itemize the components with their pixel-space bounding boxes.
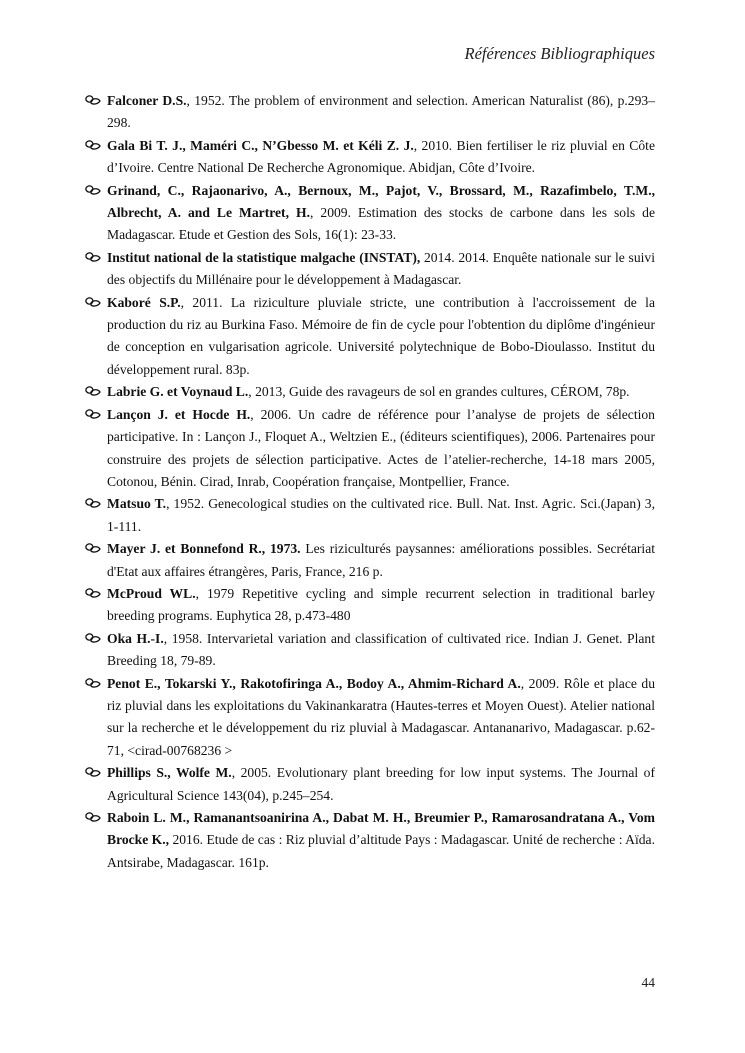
reference-authors: Lançon J. et Hocde H. <box>107 406 251 422</box>
reference-bullet-icon <box>85 812 101 824</box>
reference-entry <box>85 135 655 180</box>
reference-bullet-icon <box>85 95 101 107</box>
reference-entry <box>85 404 655 494</box>
reference-authors: Institut national de la statistique malgache (INSTAT), <box>107 249 421 265</box>
reference-authors: Phillips S., Wolfe M. <box>107 765 232 781</box>
page-header-title: Références Bibliographiques <box>464 44 655 63</box>
reference-entry <box>85 90 655 135</box>
reference-authors: Labrie G. et Voynaud L. <box>107 384 249 400</box>
reference-authors: Grinand, C., Rajaonarivo, A., Bernoux, M., Pajot, V., Brossard, M., Razafimbelo, T.M., Albrecht, A. and Le Martret, H. <box>107 182 655 221</box>
reference-text: , 1952. Genecological studies on the cultivated rice. Bull. Nat. Inst. Agric. Sci.(Japan) 3, 1-111. <box>107 496 655 534</box>
reference-entry <box>85 583 655 628</box>
reference-entry <box>85 292 655 382</box>
reference-authors: Kaboré S.P. <box>107 294 181 310</box>
reference-entry <box>85 673 655 763</box>
reference-entry <box>85 247 655 292</box>
reference-entry <box>85 538 655 583</box>
reference-bullet-icon <box>85 498 101 510</box>
reference-entry <box>85 180 655 247</box>
reference-text: Les riziculturés paysannes: améliorations possibles. Secrétariat d'Etat aux affaires étrangères, Paris, France, 216 p. <box>107 541 656 579</box>
reference-authors: Raboin L. M., Ramanantsoanirina A., Dabat M. H., Breumier P., Ramarosandratana A., Vom Brocke K., <box>107 810 655 848</box>
reference-bullet-icon <box>85 409 101 421</box>
reference-authors: McProud WL. <box>107 585 196 601</box>
reference-authors: Matsuo T. <box>107 496 167 512</box>
reference-entry <box>85 493 655 538</box>
reference-bullet-icon <box>85 633 101 645</box>
reference-bullet-icon <box>85 767 101 779</box>
reference-authors: Oka H.-I. <box>107 630 164 646</box>
reference-entry <box>85 807 655 874</box>
reference-text: , 2006. Un cadre de référence pour l’analyse de projets de sélection participative. In : Lançon J., Floquet A., Weltzien E., (éditeurs scientifiques), 2006. Partenaires pour construire des projets de sélection participative. Actes de l’atelier-recherche, 14-18 mars 2005, Cotonou, Bénin. Cirad, Inrab, Coopération française, Montpellier, France. <box>107 406 655 489</box>
reference-bullet-icon <box>85 252 101 264</box>
reference-text: 2016. Etude de cas : Riz pluvial d’altitude Pays : Madagascar. Unité de recherche : Aïda. Antsirabe, Madagascar. 161p. <box>107 832 655 870</box>
reference-bullet-icon <box>85 185 101 197</box>
reference-bullet-icon <box>85 588 101 600</box>
reference-bullet-icon <box>85 297 101 309</box>
reference-text: , 2011. La riziculture pluviale stricte, une contribution à l'accroissement de la production du riz au Burkina Faso. Mémoire de fin de cycle pour l'obtention du diplôme d'ingénieur de conception en vulgarisation agricole. Université polytechnique de Bobo-Dioulasso. Institut du développement rural. 83p. <box>107 294 655 377</box>
reference-list <box>85 90 655 874</box>
reference-authors: Gala Bi T. J., Maméri C., N’Gbesso M. et Kéli Z. J. <box>107 137 414 153</box>
page-number: 44 <box>641 975 655 990</box>
reference-text: , 2013, Guide des ravageurs de sol en grandes cultures, CÉROM, 78p. <box>248 384 630 400</box>
reference-bullet-icon <box>85 140 101 152</box>
reference-text: , 1958. Intervarietal variation and classification of cultivated rice. Indian J. Genet. Plant Breeding 18, 79-89. <box>107 630 655 669</box>
reference-text: , 2005. Evolutionary plant breeding for low input systems. The Journal of Agricultural Science 143(04), p.245–254. <box>107 765 655 803</box>
reference-text: , 1979 Repetitive cycling and simple recurrent selection in traditional barley breeding programs. Euphytica 28, p.473-480 <box>107 585 655 624</box>
reference-entry <box>85 381 655 403</box>
reference-entry <box>85 628 655 673</box>
reference-text: 2014. 2014. Enquête nationale sur le suivi des objectifs du Millénaire pour le développement à Madagascar. <box>107 249 655 288</box>
reference-bullet-icon <box>85 678 101 690</box>
reference-authors: Mayer J. et Bonnefond R., 1973. <box>107 541 301 557</box>
reference-text: , 2009. Rôle et place du riz pluvial dans les exploitations du Vakinankaratra (Hautes-terres et Moyen Ouest). Atelier national sur la recherche et le développement du riz pluvial à Madagascar. Antananarivo, Madagascar. p.62-71, <cirad-00768236 > <box>107 675 655 758</box>
reference-bullet-icon <box>85 543 101 555</box>
reference-bullet-icon <box>85 386 101 398</box>
reference-authors: Falconer D.S. <box>107 93 187 108</box>
reference-entry <box>85 762 655 807</box>
reference-text: , 2009. Estimation des stocks de carbone dans les sols de Madagascar. Etude et Gestion des Sols, 16(1): 23-33. <box>107 205 655 243</box>
reference-text: , 2010. Bien fertiliser le riz pluvial en Côte d’Ivoire. Centre National De Recherche Agronomique. Abidjan, Côte d’Ivoire. <box>107 137 655 176</box>
reference-authors: Penot E., Tokarski Y., Rakotofiringa A., Bodoy A., Ahmim-Richard A. <box>107 675 521 691</box>
reference-text: , 1952. The problem of environment and selection. American Naturalist (86), p.293–298. <box>107 93 655 131</box>
